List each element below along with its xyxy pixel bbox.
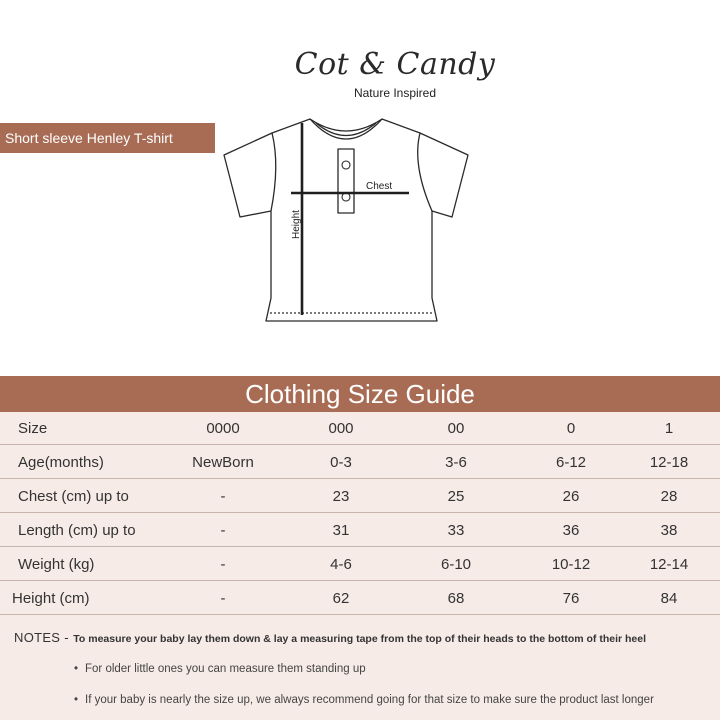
table-cell: 1 — [664, 420, 674, 437]
row-label: Chest (cm) up to — [18, 488, 129, 505]
table-row — [0, 582, 720, 615]
table-cell: 68 — [447, 590, 465, 607]
brand-logo: Cot & Candy — [294, 47, 496, 82]
bullet-text: For older little ones you can measure them standing up — [85, 663, 366, 675]
tshirt-diagram — [220, 115, 472, 330]
bullet-text: If your baby is nearly the size up, we always recommend going for that size to make sure the product last longer — [85, 694, 654, 706]
table-cell: 6-12 — [555, 454, 587, 471]
table-cell: 12-14 — [649, 556, 689, 573]
bullet-icon: • — [74, 663, 79, 675]
table-row — [0, 548, 720, 581]
table-row — [0, 446, 720, 479]
table-cell: 76 — [562, 590, 580, 607]
table-cell: 4-6 — [330, 556, 352, 573]
row-label: Height (cm) — [12, 590, 90, 607]
table-cell: - — [220, 488, 226, 505]
tshirt-inner-collar — [316, 123, 376, 136]
chest-label: Chest — [366, 181, 393, 192]
table-cell: 000 — [328, 420, 354, 437]
table-cell: 62 — [332, 590, 350, 607]
tshirt-placket — [338, 149, 354, 213]
size-table — [0, 412, 720, 616]
table-cell: 28 — [660, 488, 678, 505]
tshirt-right-seam — [418, 133, 432, 211]
size-guide-title: Clothing Size Guide — [0, 376, 720, 412]
product-label: Short sleeve Henley T-shirt — [0, 123, 215, 153]
row-label: Length (cm) up to — [18, 522, 136, 539]
table-cell: 38 — [660, 522, 678, 539]
table-cell: 12-18 — [649, 454, 689, 471]
table-cell: - — [220, 556, 226, 573]
table-cell: - — [220, 522, 226, 539]
notes-heading: NOTES - — [14, 630, 69, 645]
table-cell: 0 — [566, 420, 576, 437]
table-cell: - — [220, 590, 226, 607]
table-cell: 31 — [332, 522, 350, 539]
list-item — [74, 694, 654, 706]
table-cell: 6-10 — [440, 556, 472, 573]
bullet-icon: • — [74, 694, 79, 706]
table-cell: 26 — [562, 488, 580, 505]
table-cell: 23 — [332, 488, 350, 505]
table-cell: 25 — [447, 488, 465, 505]
table-cell: 84 — [660, 590, 678, 607]
table-cell: 10-12 — [551, 556, 591, 573]
height-label: Height — [291, 210, 302, 239]
row-label: Age(months) — [18, 454, 104, 471]
tshirt-left-seam — [271, 133, 276, 211]
notes-line — [14, 629, 646, 647]
table-cell: 00 — [447, 420, 465, 437]
table-cell: NewBorn — [192, 454, 254, 471]
button-icon — [342, 161, 350, 169]
row-label: Size — [18, 420, 48, 437]
table-row — [0, 480, 720, 513]
table-cell: 0000 — [206, 420, 240, 437]
notes-main-text: To measure your baby lay them down & lay a measuring tape from the top of their heads to the bottom of their heel — [73, 633, 647, 645]
brand-tagline: Nature Inspired — [353, 86, 437, 100]
table-cell: 0-3 — [330, 454, 352, 471]
table-cell: 33 — [447, 522, 465, 539]
table-row — [0, 412, 720, 445]
notes-section — [0, 616, 720, 720]
list-item — [74, 663, 366, 675]
row-label: Weight (kg) — [18, 556, 95, 573]
brand-header — [0, 48, 720, 100]
table-cell: 3-6 — [445, 454, 467, 471]
table-row — [0, 514, 720, 547]
table-cell: 36 — [562, 522, 580, 539]
